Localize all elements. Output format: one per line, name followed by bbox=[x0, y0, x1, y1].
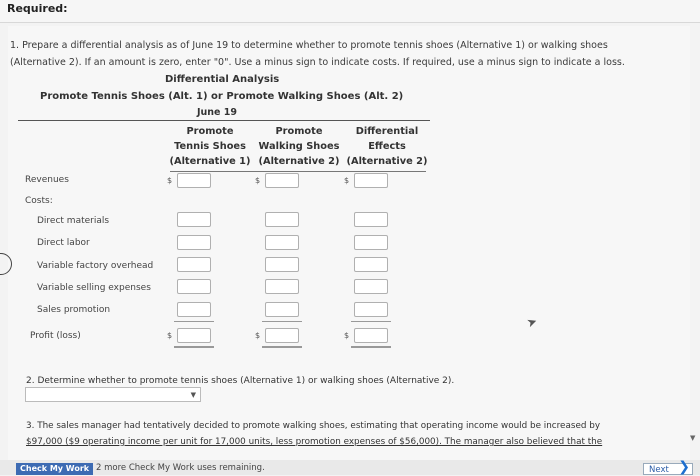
row-label-profit-loss: Profit (loss) bbox=[30, 331, 81, 341]
sales-promotion-alt2-input[interactable] bbox=[265, 302, 299, 317]
mouse-cursor-icon: ➤ bbox=[524, 313, 540, 331]
analysis-subtitle: Promote Tennis Shoes (Alt. 1) or Promote Walking Shoes (Alt. 2) bbox=[40, 91, 404, 102]
chevron-right-icon: ❯ bbox=[678, 459, 690, 475]
dollar-sign: $ bbox=[255, 331, 261, 340]
column-header-alt2: Promote Walking Shoes (Alternative 2) bbox=[258, 126, 340, 167]
direct-labor-alt1-input[interactable] bbox=[177, 235, 211, 250]
column-header-differential: Differential Effects (Alternative 2) bbox=[346, 126, 428, 167]
revenues-alt2-input[interactable] bbox=[265, 173, 299, 188]
check-my-work-button[interactable]: Check My Work bbox=[16, 463, 93, 475]
profit-alt1-input[interactable] bbox=[177, 328, 211, 343]
subtotal-rule bbox=[262, 321, 302, 322]
header-rule bbox=[18, 120, 430, 121]
direct-materials-alt2-input[interactable] bbox=[265, 212, 299, 227]
dollar-sign: $ bbox=[344, 331, 350, 340]
direct-labor-alt2-input[interactable] bbox=[265, 235, 299, 250]
revenues-alt1-input[interactable] bbox=[177, 173, 211, 188]
dollar-sign: $ bbox=[167, 331, 173, 340]
question-1-text: 1. Prepare a differential analysis as of June 19 to determine whether to promote tennis shoes (Alternative 1) or walking shoes (Alternative 2). If an amount is zero, enter "0". Use a minus sign to indicate costs. If required, use a minus sign to indicate a loss. bbox=[10, 40, 625, 68]
row-label-sales-promotion: Sales promotion bbox=[37, 305, 111, 315]
subtotal-rule bbox=[174, 321, 214, 322]
variable-selling-alt1-input[interactable] bbox=[177, 279, 211, 294]
dollar-sign: $ bbox=[255, 176, 261, 185]
analysis-title: Differential Analysis bbox=[165, 74, 280, 85]
sales-promotion-differential-input[interactable] bbox=[354, 302, 388, 317]
direct-labor-differential-input[interactable] bbox=[354, 235, 388, 250]
row-label-direct-materials: Direct materials bbox=[37, 216, 110, 226]
total-double-rule bbox=[174, 346, 214, 348]
revenues-differential-input[interactable] bbox=[354, 173, 388, 188]
direct-materials-alt1-input[interactable] bbox=[177, 212, 211, 227]
variable-selling-alt2-input[interactable] bbox=[265, 279, 299, 294]
row-label-direct-labor: Direct labor bbox=[37, 238, 90, 248]
column-header-alt1: Promote Tennis Shoes (Alternative 1) bbox=[169, 126, 251, 167]
direct-materials-differential-input[interactable] bbox=[354, 212, 388, 227]
sales-promotion-alt1-input[interactable] bbox=[177, 302, 211, 317]
total-double-rule bbox=[262, 346, 302, 348]
variable-selling-differential-input[interactable] bbox=[354, 279, 388, 294]
question-3-text: 3. The sales manager had tentatively decided to promote walking shoes, estimating that operating income would be increased by $97,000 ($9 operating income per unit for 17,000 units, less promotion expenses of $56,000). The manager also believed that the bbox=[26, 421, 603, 447]
subtotal-rule bbox=[351, 321, 391, 322]
required-label: Required: bbox=[7, 2, 68, 15]
column-rule bbox=[170, 171, 426, 172]
total-double-rule bbox=[351, 346, 391, 348]
caret-down-icon: ▼ bbox=[190, 391, 196, 399]
scroll-down-icon[interactable]: ▼ bbox=[690, 434, 696, 442]
profit-alt2-input[interactable] bbox=[265, 328, 299, 343]
row-label-revenues: Revenues bbox=[25, 175, 69, 185]
variable-overhead-alt1-input[interactable] bbox=[177, 257, 211, 272]
profit-differential-input[interactable] bbox=[354, 328, 388, 343]
dollar-sign: $ bbox=[167, 176, 173, 185]
variable-overhead-differential-input[interactable] bbox=[354, 257, 388, 272]
alternative-dropdown[interactable] bbox=[25, 387, 201, 402]
row-label-variable-selling-expenses: Variable selling expenses bbox=[37, 283, 151, 293]
top-bar bbox=[0, 0, 700, 23]
variable-overhead-alt2-input[interactable] bbox=[265, 257, 299, 272]
dollar-sign: $ bbox=[344, 176, 350, 185]
row-label-costs: Costs: bbox=[25, 196, 53, 206]
question-2-text: 2. Determine whether to promote tennis shoes (Alternative 1) or walking shoes (Alternative 2). bbox=[26, 376, 455, 386]
check-remaining-text: 2 more Check My Work uses remaining. bbox=[96, 463, 265, 473]
next-button[interactable]: Next ❯ bbox=[643, 463, 693, 475]
analysis-date: June 19 bbox=[197, 107, 238, 118]
row-label-variable-factory-overhead: Variable factory overhead bbox=[37, 261, 154, 271]
